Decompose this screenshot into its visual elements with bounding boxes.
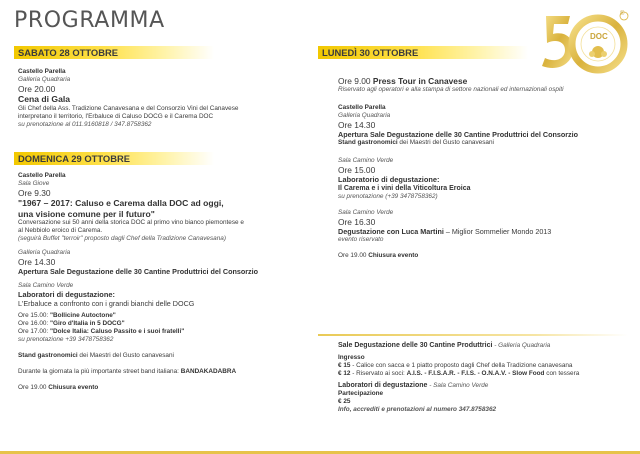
logo-graphic	[532, 8, 632, 78]
sat-booking: su prenotazione al 011.9160818 / 347.8758362	[18, 120, 152, 128]
sat-desc-2: interpretano il territorio, l'Erbaluce di Caluso DOCG e il Carema DOC	[18, 112, 214, 120]
sun-lab-item-2	[18, 320, 258, 328]
info-ingresso: Ingresso	[338, 354, 365, 361]
mon-event-4	[338, 227, 578, 236]
info-price-3: € 25	[338, 398, 351, 405]
price-desc: - Calice con sacca e 1 piatto proposto dagli Chef della Tradizione canavesana	[350, 362, 573, 369]
sun-lab-item-1	[18, 312, 258, 320]
closing-label: Chiusura evento	[366, 252, 419, 259]
sun-event-1a: "1967 – 2017: Caluso e Carema dalla DOC ad oggi,	[18, 198, 224, 208]
mon-lab-booking: su prenotazione (+39 3478758362)	[338, 193, 438, 200]
info-price-2	[338, 370, 579, 378]
event-4-subtitle: – Miglior Sommelier Mondo 2013	[443, 227, 552, 236]
lab-item-time: Ore 17.00:	[18, 328, 49, 335]
info-price-1	[338, 362, 579, 370]
price-value: € 15	[338, 362, 351, 369]
info-labs	[338, 382, 579, 390]
mon-time-1: Ore 9.00	[338, 76, 371, 86]
info-tasting-title: Sale Degustazione delle 30 Cantine Produttrici	[338, 342, 493, 349]
sun-event-1b: una visione comune per il futuro"	[18, 208, 155, 219]
sunday-header: DOMENICA 29 OTTOBRE	[14, 152, 214, 165]
monday-header: LUNEDÌ 30 OTTOBRE	[318, 46, 528, 59]
mon-lab-subtitle: Il Carema e i vini della Viticoltura Eroica	[338, 185, 471, 192]
mon-time-2: Ore 14.30	[338, 120, 376, 130]
info-section	[338, 342, 579, 414]
sun-lab-booking: su prenotazione +39 3478758362	[18, 336, 114, 343]
info-labs-title: Laboratori di degustazione	[338, 382, 428, 389]
logo-registered: ®	[620, 11, 625, 17]
price-tail: con tessera	[544, 370, 580, 377]
lab-item-name: "Giro d'Italia in 5 DOCG"	[49, 320, 125, 327]
info-tasting-room: - Galleria Quadraria	[492, 342, 551, 349]
stand-desc: dei Maestri del Gusto canavesani	[77, 352, 174, 359]
sat-venue: Castello Parella	[18, 68, 66, 75]
lab-item-time: Ore 16.00:	[18, 320, 49, 327]
sun-desc-2: al Nebbiolo eroico di Carema.	[18, 227, 103, 234]
stand-label: Stand gastronomici	[18, 352, 78, 359]
sun-time-2: Ore 14.30	[18, 257, 56, 267]
doc-50-logo	[532, 8, 632, 78]
saturday-section	[18, 68, 239, 129]
event-4-title: Degustazione con Luca Martini	[338, 227, 444, 236]
street-band-name: BANDAKADABRA	[180, 368, 237, 375]
sun-closing	[18, 384, 258, 392]
info-labs-room: - Sala Camino Verde	[427, 382, 489, 389]
mon-time-3: Ore 15.00	[338, 165, 376, 175]
sat-room: Galleria Quadraria	[18, 76, 71, 83]
page-title: PROGRAMMA	[14, 8, 165, 33]
price-desc: - Riservato ai soci:	[350, 370, 407, 377]
stand-label: Stand gastronomici	[338, 139, 398, 146]
sun-lab-title: Laboratori di degustazione:	[18, 290, 115, 299]
mon-room-3: Sala Camino Verde	[338, 209, 394, 216]
sat-time: Ore 20.00	[18, 84, 56, 94]
sun-lab-subtitle: L'Erbaluce a confronto con i grandi bianchi delle DOCG	[18, 299, 195, 308]
mon-stand	[338, 139, 578, 147]
info-partecipazione: Partecipazione	[338, 390, 384, 397]
mon-closing	[338, 252, 578, 260]
closing-time: Ore 19.00	[18, 384, 47, 391]
sun-street-band	[18, 368, 258, 376]
lab-item-time: Ore 15.00:	[18, 312, 49, 319]
info-tasting-rooms	[338, 342, 579, 350]
logo-text: DOC	[590, 32, 608, 41]
lab-item-name: "Dolce Italia: Caluso Passito e i suoi fratelli"	[49, 328, 185, 335]
sun-room-3: Sala Camino Verde	[18, 282, 74, 289]
price-value: € 12	[338, 370, 351, 377]
mon-event-2: Apertura Sale Degustazione delle 30 Cantine Produttrici del Consorzio	[338, 130, 579, 139]
mon-note-1: Riservato agli operatori e alla stampa di settore nazionali ed internazionali ospiti	[338, 86, 564, 93]
sun-desc-3: (seguirà Buffet "terroir" proposto dagli Chef della Tradizione Canavesana)	[18, 235, 226, 242]
mon-room-1: Galleria Quadraria	[338, 112, 391, 119]
mon-lab-title: Laboratorio di degustazione:	[338, 175, 440, 184]
mon-time-4: Ore 16.30	[338, 217, 376, 227]
sun-room-1: Sala Giove	[18, 180, 50, 187]
sun-room-2: Galleria Quadraria	[18, 249, 71, 256]
sun-time-1: Ore 9.30	[18, 188, 51, 198]
mon-venue: Castello Parella	[338, 104, 386, 111]
info-top-rule	[318, 334, 628, 336]
sat-event: Cena di Gala	[18, 94, 71, 104]
closing-time: Ore 19.00	[338, 252, 367, 259]
mon-event-4-note: evento riservato	[338, 236, 384, 243]
sun-desc-1: Conversazione sui 50 anni della storica DOC al primo vino bianco piemontese e	[18, 219, 244, 226]
lab-item-name: "Bollicine Autoctone"	[49, 312, 116, 319]
stand-desc: dei Maestri del Gusto canavesani	[397, 139, 494, 146]
street-band-text: Durante la giornata la più importante street band italiana:	[18, 368, 181, 375]
sat-desc-1: Gli Chef della Ass. Tradizione Canavesana e del Consorzio Vini del Canavese	[18, 104, 239, 112]
sun-event-2: Apertura Sale Degustazione delle 30 Cantine Produttrici del Consorzio	[18, 267, 259, 276]
monday-section	[338, 76, 578, 260]
sun-lab-item-3	[18, 328, 258, 336]
closing-label: Chiusura evento	[46, 384, 99, 391]
saturday-header: SABATO 28 OTTOBRE	[14, 46, 214, 59]
price-associations: A.I.S. - F.I.S.A.R. - F.I.S. - O.N.A.V. - Slow Food	[406, 370, 545, 377]
info-contact: Info, accrediti e prenotazioni al numero 347.8758362	[338, 406, 497, 413]
sunday-section	[18, 172, 258, 392]
sun-stand	[18, 352, 258, 360]
mon-press-tour	[338, 76, 578, 86]
mon-room-2: Sala Camino Verde	[338, 157, 394, 164]
sun-venue: Castello Parella	[18, 172, 66, 179]
mon-event-1: Press Tour in Canavese	[372, 76, 468, 86]
